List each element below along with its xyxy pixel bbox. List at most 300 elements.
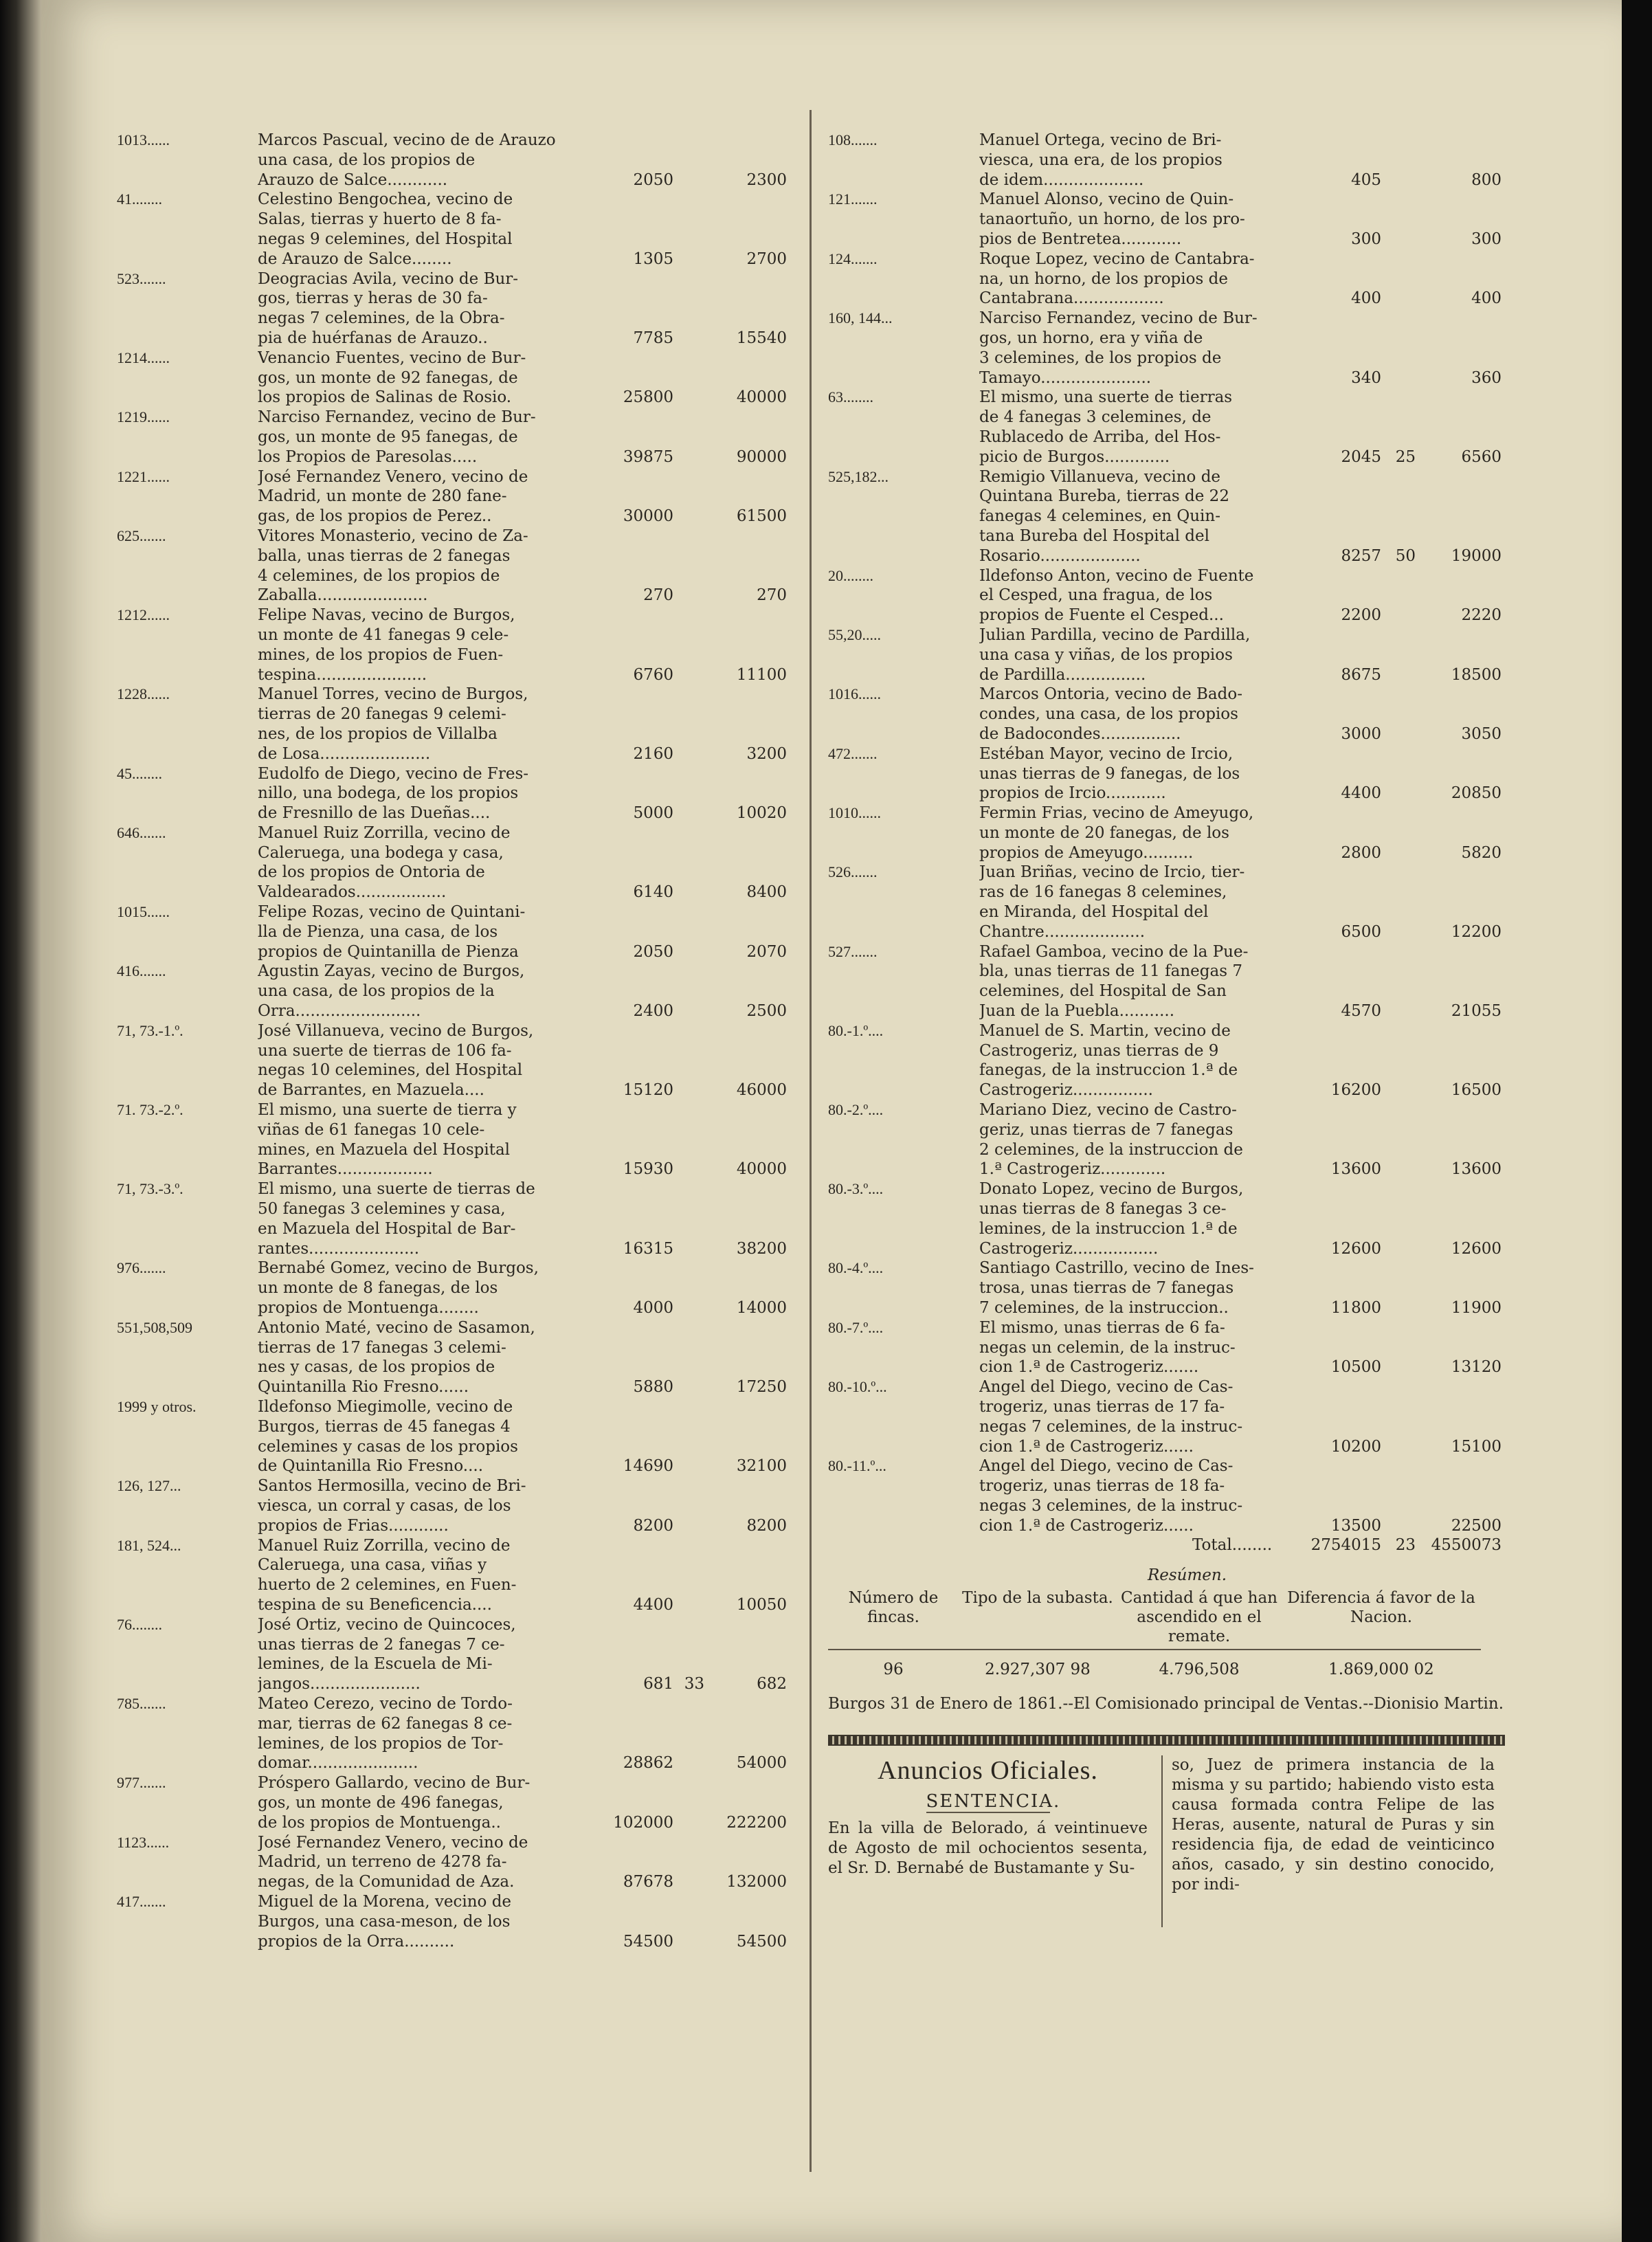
description-line: Vitores Monasterio, vecino de Za- xyxy=(258,526,528,545)
description-line: fanegas, de la instruccion 1.ª de xyxy=(979,1061,1238,1080)
description-line: Madrid, un monte de 280 fane- xyxy=(258,487,507,506)
left-entry xyxy=(117,131,787,190)
amount-tasacion: 13600 xyxy=(1330,1160,1381,1179)
description-line: Manuel Ortega, vecino de Bri- xyxy=(979,131,1222,149)
lot-number: 1010...... xyxy=(828,804,881,822)
lot-number: 20........ xyxy=(828,566,873,584)
entry-description xyxy=(258,1179,570,1258)
lot-number: 80.-3.º.... xyxy=(828,1180,884,1198)
amount-remate: 12200 xyxy=(1451,922,1502,941)
entry-description xyxy=(258,1397,570,1476)
amount-tasacion: 102000 xyxy=(613,1813,673,1832)
description-line: mar, tierras de 62 fanegas 8 ce- xyxy=(258,1714,513,1733)
description-line: unas tierras de 9 fanegas, de los xyxy=(979,764,1240,783)
description-line: unas tierras de 2 fanegas 7 ce- xyxy=(258,1635,505,1654)
left-column xyxy=(117,131,787,1951)
lot-number: 71, 73.-1.º. xyxy=(117,1021,183,1039)
right-entry xyxy=(828,625,1505,685)
entry-description xyxy=(258,606,570,685)
amount-tasacion: 5000 xyxy=(633,804,673,823)
right-entry xyxy=(828,131,1505,190)
left-entry xyxy=(117,606,787,685)
ornamental-rule xyxy=(828,1735,1505,1746)
description-line: bla, unas tierras de 11 fanegas 7 xyxy=(979,962,1242,981)
amount-cents: 50 xyxy=(1395,546,1416,565)
lot-number: 126, 127... xyxy=(117,1477,181,1495)
amount-tasacion: 11800 xyxy=(1330,1299,1381,1318)
description-line: Celestino Bengochea, vecino de xyxy=(258,190,513,209)
amount-cents: 33 xyxy=(684,1675,704,1694)
left-entry xyxy=(117,823,787,902)
description-line: Roque Lopez, vecino de Cantabra- xyxy=(979,249,1255,268)
amount-remate: 38200 xyxy=(736,1239,787,1258)
lot-number: 124....... xyxy=(828,249,878,267)
description-line: Remigio Villanueva, vecino de xyxy=(979,467,1221,486)
description-line: viesca, una era, de los propios xyxy=(979,151,1223,169)
description-line: 50 fanegas 3 celemines y casa, xyxy=(258,1200,506,1219)
lot-number: 472....... xyxy=(828,744,878,762)
right-entry xyxy=(828,942,1505,1021)
description-line: Santos Hermosilla, vecino de Bri- xyxy=(258,1477,526,1496)
entry-description xyxy=(258,467,570,526)
description-line: Narciso Fernandez, vecino de Bur- xyxy=(258,408,536,427)
entry-description xyxy=(258,348,570,408)
left-entry xyxy=(117,1179,787,1258)
left-entry xyxy=(117,1476,787,1535)
description-line: 1.ª Castrogeriz............. xyxy=(979,1160,1166,1179)
amount-tasacion: 15930 xyxy=(623,1160,673,1179)
right-entry xyxy=(828,863,1505,942)
description-line: domar...................... xyxy=(258,1754,418,1773)
amount-remate: 90000 xyxy=(736,447,787,466)
description-line: una casa y viñas, de los propios xyxy=(979,645,1233,664)
description-line: Burgos, una casa-meson, de los xyxy=(258,1912,511,1931)
description-line: negas 7 celemines, de la Obra- xyxy=(258,309,505,328)
lot-number: 525,182... xyxy=(828,467,889,485)
amount-remate: 14000 xyxy=(736,1299,787,1318)
entry-description xyxy=(979,942,1282,1021)
amount-remate: 10050 xyxy=(736,1595,787,1614)
entry-description xyxy=(258,1318,570,1397)
right-entry xyxy=(828,249,1505,309)
description-line: pia de huérfanas de Arauzo.. xyxy=(258,329,488,347)
description-line: Felipe Navas, vecino de Burgos, xyxy=(258,606,515,625)
description-line: lla de Pienza, una casa, de los xyxy=(258,922,498,941)
amount-tasacion: 2800 xyxy=(1341,843,1381,862)
resumen-header-fincas: Número de fincas. xyxy=(828,1588,959,1650)
right-entry xyxy=(828,467,1505,566)
amount-tasacion: 54500 xyxy=(623,1932,673,1951)
resumen-value-tipo: 2.927,307 98 xyxy=(985,1660,1091,1678)
lot-number: 1221...... xyxy=(117,467,170,485)
description-line: de Arauzo de Salce........ xyxy=(258,249,452,268)
amount-tasacion: 87678 xyxy=(623,1873,673,1891)
description-line: Donato Lopez, vecino de Burgos, xyxy=(979,1180,1244,1199)
description-line: una suerte de tierras de 106 fa- xyxy=(258,1041,512,1060)
description-line: Tamayo...................... xyxy=(979,368,1152,387)
lot-number: 80.-4.º.... xyxy=(828,1259,884,1277)
right-entry xyxy=(828,744,1505,803)
right-entry xyxy=(828,1318,1505,1377)
amount-remate: 22500 xyxy=(1451,1516,1502,1535)
left-entry xyxy=(117,1892,787,1951)
amount-tasacion: 2200 xyxy=(1341,606,1381,625)
resumen-value-diferencia: 1.869,000 02 xyxy=(1328,1660,1434,1678)
description-line: propios de la Orra.......... xyxy=(258,1932,455,1951)
entry-description xyxy=(979,685,1282,744)
description-line: Salas, tierras y huerto de 8 fa- xyxy=(258,210,502,229)
description-line: Deogracias Avila, vecino de Bur- xyxy=(258,269,519,288)
description-line: Rublacedo de Arriba, del Hos- xyxy=(979,428,1221,446)
description-line: trogeriz, unas tierras de 18 fa- xyxy=(979,1477,1225,1496)
amount-tasacion: 25800 xyxy=(623,388,673,407)
description-line: Eudolfo de Diego, vecino de Fres- xyxy=(258,764,529,783)
description-line: Venancio Fuentes, vecino de Bur- xyxy=(258,348,526,367)
amount-tasacion: 6760 xyxy=(633,665,673,684)
entry-description xyxy=(979,131,1282,190)
description-line: gos, tierras y heras de 30 fa- xyxy=(258,289,488,308)
description-line: gos, un monte de 92 fanegas, de xyxy=(258,368,518,387)
entry-description xyxy=(258,526,570,606)
total-value-2: 4550073 xyxy=(1431,1535,1502,1554)
description-line: gas, de los propios de Perez.. xyxy=(258,507,492,526)
sentencia-heading: SENTENCIA. xyxy=(926,1790,1061,1812)
description-line: Manuel Ruiz Zorrilla, vecino de xyxy=(258,823,511,842)
description-line: Bernabé Gomez, vecino de Burgos, xyxy=(258,1259,539,1278)
entry-description xyxy=(979,566,1282,625)
description-line: Manuel Alonso, vecino de Quin- xyxy=(979,190,1234,209)
description-line: propios de Ameyugo.......... xyxy=(979,843,1194,862)
amount-tasacion: 5880 xyxy=(633,1378,673,1397)
description-line: picio de Burgos............. xyxy=(979,447,1170,466)
amount-remate: 54000 xyxy=(736,1754,787,1773)
description-line: Caleruega, una bodega y casa, xyxy=(258,843,504,862)
description-line: huerto de 2 celemines, en Fuen- xyxy=(258,1576,517,1595)
entry-description xyxy=(979,1258,1282,1318)
description-line: en Mazuela del Hospital de Bar- xyxy=(258,1219,516,1238)
amount-tasacion: 28862 xyxy=(623,1754,673,1773)
amount-tasacion: 2160 xyxy=(633,744,673,763)
resumen-header-diferencia: Diferencia á favor de la Nacion. xyxy=(1282,1588,1481,1650)
amount-tasacion: 681 xyxy=(643,1675,673,1694)
column-divider xyxy=(810,110,812,2172)
amount-tasacion: 4000 xyxy=(633,1299,673,1318)
amount-remate: 12600 xyxy=(1451,1239,1502,1258)
amount-remate: 3200 xyxy=(746,744,787,763)
total-value-cents: 23 xyxy=(1395,1535,1416,1554)
description-line: Mariano Diez, vecino de Castro- xyxy=(979,1101,1237,1120)
amount-remate: 132000 xyxy=(726,1873,787,1891)
right-entry xyxy=(828,1100,1505,1179)
description-line: una casa, de los propios de xyxy=(258,151,476,169)
description-line: Madrid, un terreno de 4278 fa- xyxy=(258,1853,507,1872)
description-line: José Fernandez Venero, vecino de xyxy=(258,1833,528,1852)
description-line: lemines, de los propios de Tor- xyxy=(258,1734,504,1753)
anuncios-divider xyxy=(1161,1755,1163,1927)
description-line: de Fresnillo de las Dueñas.... xyxy=(258,804,491,823)
description-line: Quintana Bureba, tierras de 22 xyxy=(979,487,1229,506)
left-entry xyxy=(117,902,787,962)
amount-remate: 13600 xyxy=(1451,1160,1502,1179)
amount-remate: 21055 xyxy=(1451,1002,1502,1021)
left-entry xyxy=(117,1397,787,1476)
lot-number: 1212...... xyxy=(117,606,170,624)
lot-number: 71, 73.-3.º. xyxy=(117,1180,183,1198)
description-line: El mismo, unas tierras de 6 fa- xyxy=(979,1318,1225,1337)
anuncios-column-2 xyxy=(1172,1755,1495,1895)
description-line: Cantabrana.................. xyxy=(979,289,1164,308)
description-line: José Fernandez Venero, vecino de xyxy=(258,467,528,486)
description-line: Manuel de S. Martin, vecino de xyxy=(979,1021,1231,1040)
left-entry xyxy=(117,190,787,269)
description-line: Felipe Rozas, vecino de Quintani- xyxy=(258,903,526,922)
entry-description xyxy=(258,1615,570,1694)
description-line: nillo, una bodega, de los propios xyxy=(258,784,519,803)
lot-number: 1123...... xyxy=(117,1833,170,1851)
description-line: de idem.................... xyxy=(979,170,1144,189)
amount-tasacion: 270 xyxy=(643,586,673,605)
resumen-table xyxy=(828,1588,1505,1679)
description-line: negas 9 celemines, del Hospital xyxy=(258,230,513,248)
amount-cents: 25 xyxy=(1395,447,1416,466)
entry-description xyxy=(979,744,1282,803)
lot-number: 181, 524... xyxy=(117,1536,181,1554)
amount-tasacion: 10200 xyxy=(1330,1437,1381,1456)
lot-number: 1228...... xyxy=(117,685,170,703)
entry-description xyxy=(258,1773,570,1832)
description-line: tespina de su Beneficencia.... xyxy=(258,1595,492,1614)
left-entry xyxy=(117,1773,787,1832)
lot-number: 71. 73.-2.º. xyxy=(117,1101,183,1119)
right-entry xyxy=(828,1021,1505,1100)
description-line: pios de Bentretea............ xyxy=(979,230,1182,248)
amount-tasacion: 340 xyxy=(1351,368,1381,387)
left-entry xyxy=(117,1615,787,1694)
amount-tasacion: 30000 xyxy=(623,507,673,526)
amount-tasacion: 16200 xyxy=(1330,1081,1381,1100)
resumen-value-fincas: 96 xyxy=(883,1660,904,1678)
description-line: de los propios de Ontoria de xyxy=(258,863,485,882)
lot-number: 41........ xyxy=(117,190,162,208)
lot-number: 1015...... xyxy=(117,903,170,921)
entry-description xyxy=(979,1377,1282,1456)
left-entry xyxy=(117,1694,787,1773)
amount-tasacion: 15120 xyxy=(623,1081,673,1100)
description-line: en Miranda, del Hospital del xyxy=(979,903,1209,922)
lot-number: 80.-11.º... xyxy=(828,1457,886,1475)
description-line: Fermin Frias, vecino de Ameyugo, xyxy=(979,804,1254,823)
description-line: Santiago Castrillo, vecino de Ines- xyxy=(979,1259,1254,1278)
amount-remate: 360 xyxy=(1471,368,1502,387)
description-line: un monte de 20 fanegas, de los xyxy=(979,823,1229,842)
description-line: El mismo, una suerte de tierras xyxy=(979,388,1233,407)
lot-number: 785....... xyxy=(117,1694,166,1712)
description-line: geriz, unas tierras de 7 fanegas xyxy=(979,1120,1234,1139)
description-line: gos, un horno, era y viña de xyxy=(979,329,1203,347)
lot-number: 523....... xyxy=(117,269,166,287)
lot-number: 55,20..... xyxy=(828,625,881,643)
left-entry xyxy=(117,764,787,823)
description-line: los Propios de Paresolas..... xyxy=(258,447,478,466)
entry-description xyxy=(258,408,570,467)
entry-description xyxy=(979,863,1282,942)
description-line: Quintanilla Rio Fresno...... xyxy=(258,1378,469,1397)
entry-description xyxy=(979,249,1282,309)
entry-description xyxy=(258,1536,570,1615)
amount-tasacion: 2050 xyxy=(633,942,673,961)
description-line: Chantre.................... xyxy=(979,922,1146,941)
entry-description xyxy=(258,685,570,764)
amount-remate: 15100 xyxy=(1451,1437,1502,1456)
entry-description xyxy=(258,1100,570,1179)
amount-tasacion: 8257 xyxy=(1341,546,1381,565)
description-line: celemines y casas de los propios xyxy=(258,1437,518,1456)
lot-number: 646....... xyxy=(117,823,166,841)
left-entry xyxy=(117,1100,787,1179)
amount-remate: 3050 xyxy=(1461,724,1502,743)
sentencia-paragraph-1: En la villa de Belorado, á veintinueve de Agosto de mil ochocientos sesenta, el Sr. D. Bernabé de Bustamante y Su- xyxy=(828,1819,1148,1877)
description-line: trogeriz, unas tierras de 17 fa- xyxy=(979,1398,1225,1416)
amount-remate: 5820 xyxy=(1461,843,1502,862)
entry-description xyxy=(258,1258,570,1318)
description-line: Castrogeriz................. xyxy=(979,1239,1159,1258)
entry-description xyxy=(258,131,570,190)
lot-number: 1219...... xyxy=(117,408,170,426)
right-entry xyxy=(828,1377,1505,1456)
entry-description xyxy=(979,803,1282,863)
resumen-header-tipo: Tipo de la subasta. xyxy=(959,1588,1117,1650)
amount-tasacion: 4400 xyxy=(633,1595,673,1614)
amount-remate: 15540 xyxy=(736,329,787,347)
description-line: Manuel Torres, vecino de Burgos, xyxy=(258,685,528,704)
amount-tasacion: 13500 xyxy=(1330,1516,1381,1535)
description-line: negas 7 celemines, de la instruc- xyxy=(979,1417,1243,1436)
description-line: lemines, de la Escuela de Mi- xyxy=(258,1655,493,1674)
amount-tasacion: 7785 xyxy=(633,329,673,347)
description-line: Marcos Ontoria, vecino de Bado- xyxy=(979,685,1242,704)
description-line: rantes...................... xyxy=(258,1239,420,1258)
right-entry xyxy=(828,190,1505,249)
entry-description xyxy=(258,1476,570,1535)
left-entry xyxy=(117,526,787,606)
amount-tasacion: 300 xyxy=(1351,230,1381,248)
anuncios-heading: Anuncios Oficiales. xyxy=(878,1755,1098,1785)
description-line: Ildefonso Anton, vecino de Fuente xyxy=(979,566,1254,585)
amount-tasacion: 2050 xyxy=(633,170,673,189)
entry-description xyxy=(258,190,570,269)
description-line: Juan Briñas, vecino de Ircio, tier- xyxy=(979,863,1245,882)
amount-tasacion: 2400 xyxy=(633,1002,673,1021)
lot-number: 527....... xyxy=(828,942,878,960)
right-entry xyxy=(828,309,1505,388)
description-line: Arauzo de Salce............ xyxy=(258,170,448,189)
description-line: Castrogeriz, unas tierras de 9 xyxy=(979,1041,1219,1060)
description-line: ras de 16 fanegas 8 celemines, xyxy=(979,883,1227,902)
amount-remate: 8400 xyxy=(746,883,787,902)
description-line: de Losa...................... xyxy=(258,744,431,763)
amount-tasacion: 3000 xyxy=(1341,724,1381,743)
description-line: viñas de 61 fanegas 10 cele- xyxy=(258,1120,485,1139)
entry-description xyxy=(979,309,1282,388)
description-line: Julian Pardilla, vecino de Pardilla, xyxy=(979,625,1251,644)
entry-description xyxy=(979,190,1282,249)
description-line: 4 celemines, de los propios de xyxy=(258,566,500,585)
entry-description xyxy=(979,1179,1282,1258)
amount-remate: 222200 xyxy=(726,1813,787,1832)
right-column xyxy=(828,131,1505,1934)
amount-remate: 40000 xyxy=(736,388,787,407)
lot-number: 977....... xyxy=(117,1774,166,1792)
amount-remate: 32100 xyxy=(736,1457,787,1476)
description-line: 7 celemines, de la instruccion.. xyxy=(979,1299,1229,1318)
description-line: gos, un monte de 95 fanegas, de xyxy=(258,428,518,446)
description-line: propios de Quintanilla de Pienza xyxy=(258,942,519,961)
lot-number: 1999 y otros. xyxy=(117,1398,197,1415)
entry-description xyxy=(258,764,570,823)
description-line: jangos...................... xyxy=(258,1675,421,1694)
description-line: Juan de la Puebla........... xyxy=(979,1002,1175,1021)
amount-tasacion: 400 xyxy=(1351,289,1381,308)
entry-description xyxy=(979,1021,1282,1100)
amount-remate: 46000 xyxy=(736,1081,787,1100)
description-line: Angel del Diego, vecino de Cas- xyxy=(979,1378,1234,1397)
amount-remate: 8200 xyxy=(746,1516,787,1535)
description-line: condes, una casa, de los propios xyxy=(979,705,1238,724)
entry-description xyxy=(258,1021,570,1100)
description-line: mines, de los propios de Fuen- xyxy=(258,645,504,664)
entry-description xyxy=(258,1833,570,1892)
amount-tasacion: 4570 xyxy=(1341,1002,1381,1021)
description-line: Narciso Fernandez, vecino de Bur- xyxy=(979,309,1258,328)
left-entry xyxy=(117,1258,787,1318)
left-entry xyxy=(117,269,787,348)
entry-description xyxy=(979,1100,1282,1179)
lot-number: 45........ xyxy=(117,764,162,782)
amount-tasacion: 8200 xyxy=(633,1516,673,1535)
description-line: Zaballa...................... xyxy=(258,586,428,605)
lot-number: 417....... xyxy=(117,1892,166,1910)
description-line: Miguel de la Morena, vecino de xyxy=(258,1892,512,1911)
description-line: cion 1.ª de Castrogeriz...... xyxy=(979,1437,1194,1456)
description-line: El mismo, una suerte de tierra y xyxy=(258,1101,517,1120)
amount-remate: 19000 xyxy=(1451,546,1502,565)
amount-remate: 682 xyxy=(757,1675,787,1694)
description-line: Rafael Gamboa, vecino de la Pue- xyxy=(979,942,1249,961)
description-line: Marcos Pascual, vecino de de Arauzo xyxy=(258,131,556,149)
description-line: celemines, del Hospital de San xyxy=(979,982,1227,1001)
amount-remate: 11100 xyxy=(736,665,787,684)
lot-number: 625....... xyxy=(117,526,166,544)
amount-tasacion: 14690 xyxy=(623,1457,673,1476)
entry-description xyxy=(979,1456,1282,1535)
lot-number: 76........ xyxy=(117,1615,162,1633)
amount-remate: 13120 xyxy=(1451,1358,1502,1377)
binding-edge xyxy=(0,0,41,2242)
lot-number: 80.-10.º... xyxy=(828,1378,887,1396)
lot-number: 1013...... xyxy=(117,131,170,148)
entry-description xyxy=(258,1694,570,1773)
lot-number: 1016...... xyxy=(828,685,881,703)
amount-remate: 6560 xyxy=(1461,447,1502,466)
amount-remate: 2070 xyxy=(746,942,787,961)
lot-number: 121....... xyxy=(828,190,878,208)
amount-remate: 20850 xyxy=(1451,784,1502,803)
description-line: gos, un monte de 496 fanegas, xyxy=(258,1793,504,1812)
description-line: negas 3 celemines, de la instruc- xyxy=(979,1496,1243,1515)
description-line: tespina...................... xyxy=(258,665,427,684)
left-entry xyxy=(117,408,787,467)
amount-remate: 17250 xyxy=(736,1378,787,1397)
